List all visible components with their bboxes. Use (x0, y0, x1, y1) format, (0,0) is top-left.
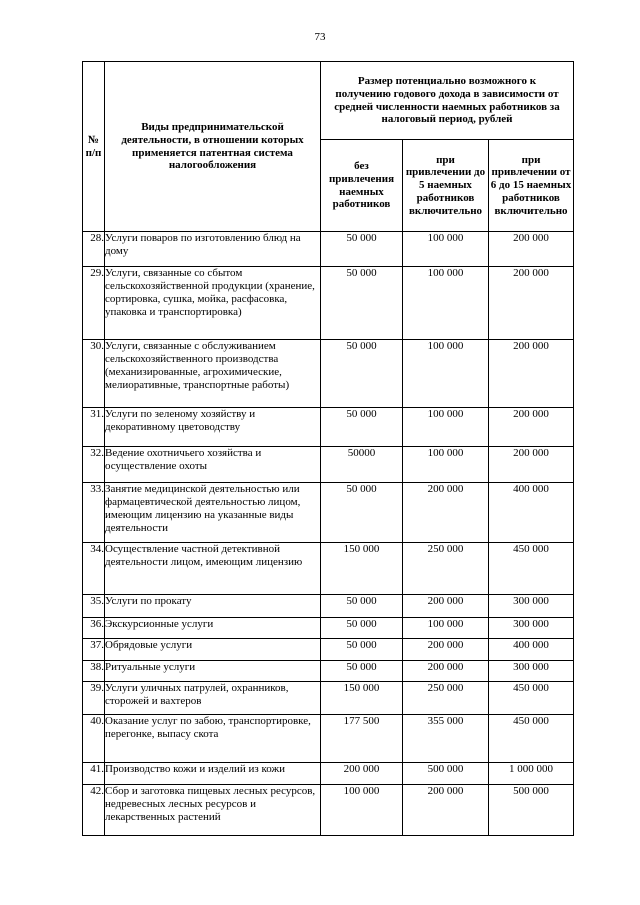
table-row (83, 763, 574, 785)
table-row (83, 639, 574, 661)
header-no-employees: без привлечения наемных работников (321, 140, 403, 232)
table-row (83, 447, 574, 483)
row-income-no-employees: 50 000 (321, 595, 403, 618)
table-header (83, 62, 574, 232)
row-number: 28. (83, 232, 105, 267)
row-income-6-to-15: 200 000 (489, 447, 574, 483)
row-income-no-employees: 50 000 (321, 340, 403, 408)
row-income-no-employees: 150 000 (321, 543, 403, 595)
table-row (83, 618, 574, 639)
table-row (83, 682, 574, 715)
row-income-6-to-15: 300 000 (489, 618, 574, 639)
row-income-up-to-5: 250 000 (403, 682, 489, 715)
row-number: 42. (83, 785, 105, 836)
row-income-up-to-5: 500 000 (403, 763, 489, 785)
row-number: 29. (83, 267, 105, 340)
table-row (83, 340, 574, 408)
row-income-up-to-5: 200 000 (403, 595, 489, 618)
row-activity: Обрядовые услуги (105, 639, 321, 661)
row-income-6-to-15: 200 000 (489, 267, 574, 340)
header-activity: Виды предпринимательской деятельности, в отношении которых применяется патентная система налогообложения (105, 62, 321, 232)
row-number: 41. (83, 763, 105, 785)
table-row (83, 785, 574, 836)
row-income-6-to-15: 1 000 000 (489, 763, 574, 785)
row-income-no-employees: 100 000 (321, 785, 403, 836)
row-activity: Сбор и заготовка пищевых лесных ресурсов, недревесных лесных ресурсов и лекарственных растений (105, 785, 321, 836)
row-income-up-to-5: 200 000 (403, 483, 489, 543)
row-income-up-to-5: 100 000 (403, 267, 489, 340)
row-income-no-employees: 50 000 (321, 483, 403, 543)
row-activity: Занятие медицинской деятельностью или фармацевтической деятельностью лицом, имеющим лицензию на указанные виды деятельности (105, 483, 321, 543)
row-income-no-employees: 200 000 (321, 763, 403, 785)
table-row (83, 715, 574, 763)
table-body (83, 232, 574, 836)
row-income-no-employees: 50 000 (321, 618, 403, 639)
row-activity: Услуги поваров по изготовлению блюд на дому (105, 232, 321, 267)
table-row (83, 408, 574, 447)
header-6-to-15-employees: при привлечении от 6 до 15 наемных работников включительно (489, 140, 574, 232)
table-row (83, 483, 574, 543)
row-income-6-to-15: 400 000 (489, 483, 574, 543)
table-row (83, 543, 574, 595)
row-income-up-to-5: 100 000 (403, 408, 489, 447)
table-row (83, 595, 574, 618)
row-income-6-to-15: 500 000 (489, 785, 574, 836)
row-number: 34. (83, 543, 105, 595)
row-activity: Экскурсионные услуги (105, 618, 321, 639)
row-income-no-employees: 50 000 (321, 267, 403, 340)
row-income-up-to-5: 200 000 (403, 785, 489, 836)
row-income-6-to-15: 300 000 (489, 661, 574, 682)
row-activity: Услуги уличных патрулей, охранников, сторожей и вахтеров (105, 682, 321, 715)
page-number: 73 (314, 31, 326, 43)
row-activity: Услуги, связанные с обслуживанием сельскохозяйственного производства (механизированные, агрохимические, мелиоративные, транспортные работы) (105, 340, 321, 408)
row-income-no-employees: 50 000 (321, 661, 403, 682)
row-income-6-to-15: 300 000 (489, 595, 574, 618)
header-number: № п/п (83, 62, 105, 232)
row-income-no-employees: 177 500 (321, 715, 403, 763)
row-income-up-to-5: 200 000 (403, 661, 489, 682)
row-income-6-to-15: 200 000 (489, 232, 574, 267)
row-income-up-to-5: 100 000 (403, 618, 489, 639)
row-number: 35. (83, 595, 105, 618)
row-number: 33. (83, 483, 105, 543)
row-income-no-employees: 150 000 (321, 682, 403, 715)
row-income-up-to-5: 250 000 (403, 543, 489, 595)
row-income-6-to-15: 200 000 (489, 340, 574, 408)
row-number: 36. (83, 618, 105, 639)
row-number: 37. (83, 639, 105, 661)
row-income-no-employees: 50 000 (321, 408, 403, 447)
table-row (83, 661, 574, 682)
row-income-up-to-5: 200 000 (403, 639, 489, 661)
row-number: 40. (83, 715, 105, 763)
row-activity: Услуги по зеленому хозяйству и декоративному цветоводству (105, 408, 321, 447)
row-activity: Услуги по прокату (105, 595, 321, 618)
row-activity: Услуги, связанные со сбытом сельскохозяйственной продукции (хранение, сортировка, сушка, мойка, расфасовка, упаковка и транспортировка) (105, 267, 321, 340)
row-income-up-to-5: 355 000 (403, 715, 489, 763)
row-activity: Ритуальные услуги (105, 661, 321, 682)
row-income-up-to-5: 100 000 (403, 232, 489, 267)
row-activity: Оказание услуг по забою, транспортировке, перегонке, выпасу скота (105, 715, 321, 763)
row-income-no-employees: 50000 (321, 447, 403, 483)
row-number: 39. (83, 682, 105, 715)
row-number: 30. (83, 340, 105, 408)
row-number: 31. (83, 408, 105, 447)
table-row (83, 267, 574, 340)
row-activity: Ведение охотничьего хозяйства и осуществление охоты (105, 447, 321, 483)
row-income-up-to-5: 100 000 (403, 340, 489, 408)
row-activity: Производство кожи и изделий из кожи (105, 763, 321, 785)
row-income-6-to-15: 200 000 (489, 408, 574, 447)
row-income-6-to-15: 450 000 (489, 682, 574, 715)
header-income-group: Размер потенциально возможного к получению годового дохода в зависимости от средней численности наемных работников за налоговый период, рублей (321, 62, 574, 140)
row-income-6-to-15: 400 000 (489, 639, 574, 661)
patent-income-table (82, 61, 574, 836)
row-number: 38. (83, 661, 105, 682)
table-row (83, 232, 574, 267)
row-income-up-to-5: 100 000 (403, 447, 489, 483)
row-income-no-employees: 50 000 (321, 639, 403, 661)
row-income-6-to-15: 450 000 (489, 715, 574, 763)
row-income-6-to-15: 450 000 (489, 543, 574, 595)
row-number: 32. (83, 447, 105, 483)
row-activity: Осуществление частной детективной деятельности лицом, имеющим лицензию (105, 543, 321, 595)
row-income-no-employees: 50 000 (321, 232, 403, 267)
header-up-to-5-employees: при привлечении до 5 наемных работников включительно (403, 140, 489, 232)
